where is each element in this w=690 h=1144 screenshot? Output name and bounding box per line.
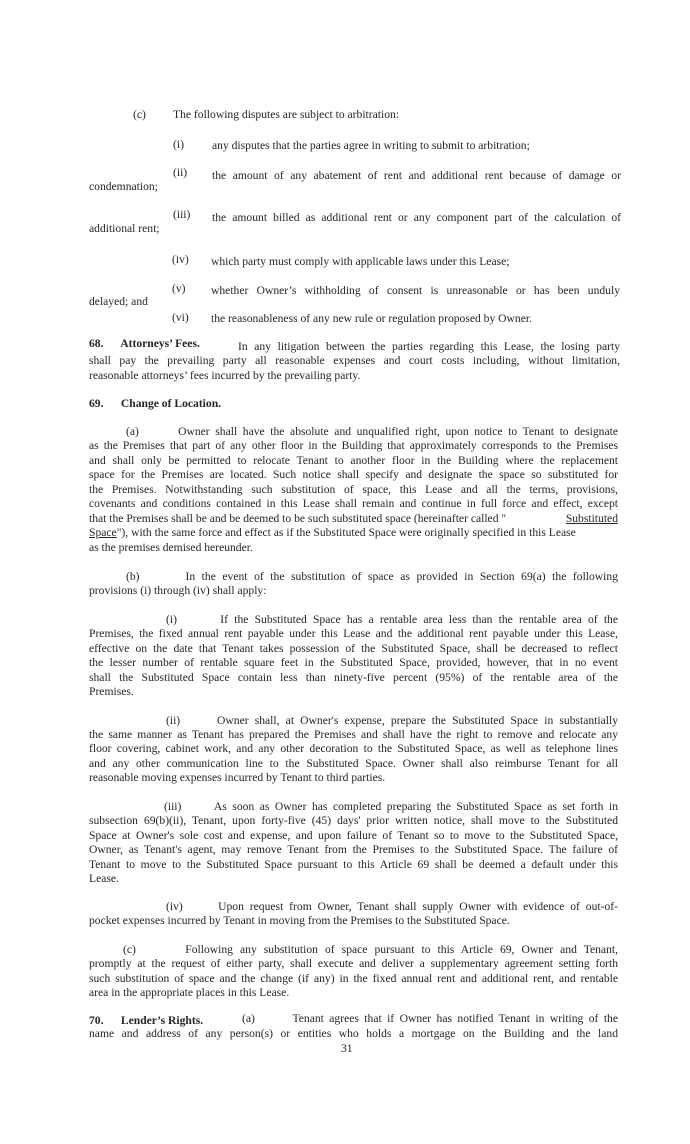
dispute-ii-text: the amount of any abatement of rent and additional rent because of damage or [212, 169, 621, 182]
dispute-iii-marker: (iii) [173, 208, 191, 221]
dispute-v-marker: (v) [172, 282, 186, 295]
s69biv-line-2: pocket expenses incurred by Tenant in moving from the Premises to the Substituted Space. [89, 914, 510, 927]
dispute-vi-text: the reasonableness of any new rule or regulation proposed by Owner. [211, 312, 532, 325]
section-68-line-1: In any litigation between the parties regarding this Lease, the losing party [238, 340, 620, 353]
s69c-line-2: promptly at the request of either party, shall execute and deliver a supplementary agreement setting forth [89, 957, 618, 970]
section-69-heading: 69. Change of Location. [89, 397, 222, 410]
dispute-ii-marker: (ii) [173, 166, 188, 179]
s69c-line-4: area in the appropriate places in this Lease. [89, 986, 290, 999]
substituted-space-term-1: Substituted [565, 512, 618, 525]
s69biii-line-5: Tenant to move to the Substituted Space pursuant to this Article 69 shall be deemed a default under this [89, 858, 618, 871]
s69a-line-7 [89, 512, 618, 526]
s69b-line-1: (b) In the event of the substitution of space as provided in Section 69(a) the following [126, 570, 618, 583]
dispute-iv-text: which party must comply with applicable laws under this Lease; [211, 255, 510, 268]
s69a-line-3: and shall only be permitted to relocate Tenant to another floor in the Building where the replacement [89, 454, 618, 467]
dispute-iii-text: the amount billed as additional rent or any component part of the calculation of [212, 211, 621, 224]
section-70-line-1: (a) Tenant agrees that if Owner has notified Tenant in writing of the [242, 1012, 618, 1025]
s69bi-line-6: Premises. [89, 685, 134, 698]
s69a-line-8 [89, 526, 576, 540]
dispute-iii-cont: additional rent; [89, 222, 160, 235]
s69bii-line-4: and any other communication line to the Substituted Space. Owner shall also reimburse Tenant for all [89, 757, 618, 770]
s69biii-line-2: subsection 69(b)(ii), Tenant, upon forty-five (45) days' prior written notice, shall move to the Substituted [89, 814, 618, 827]
s69a-line-7-text: that the Premises shall be and be deemed to be such substituted space (hereinafter called " [89, 512, 507, 525]
dispute-i-text: any disputes that the parties agree in writing to submit to arbitration; [212, 139, 530, 152]
s69a-line-1: (a) Owner shall have the absolute and unqualified right, upon notice to Tenant to designate [126, 425, 618, 438]
s69bii-line-5: reasonable moving expenses incurred by Tenant to third parties. [89, 771, 386, 784]
section-68-line-3: reasonable attorneys’ fees incurred by the prevailing party. [89, 369, 361, 382]
s69bii-line-3: floor covering, cabinet work, and any other decoration to the Substituted Space, as well as telephone lines [89, 742, 618, 755]
s69a-line-6: covenants and conditions contained in this Lease shall remain and continue in full force and effect, except [89, 497, 618, 510]
dispute-v-cont: delayed; and [89, 295, 148, 308]
s69bii-line-2: the same manner as Tenant has prepared the Premises and shall have the right to remove and relocate any [89, 728, 618, 741]
s69biii-line-6: Lease. [89, 872, 119, 885]
clause-c-text: The following disputes are subject to arbitration: [173, 108, 400, 121]
s69a-line-5: the Premises. Notwithstanding such substitution of space, this Lease and all the terms, provisions, [89, 483, 618, 496]
s69b-line-2: provisions (i) through (iv) shall apply: [89, 584, 267, 597]
page-number: 31 [341, 1042, 353, 1055]
dispute-i-marker: (i) [173, 138, 184, 151]
s69c-line-3: such substitution of space and the change (if any) in the fixed annual rent and additional rent, and rentable [89, 972, 618, 985]
s69bi-line-3: effective on the date that Tenant takes possession of the Substituted Space, shall be decreased to reflect [89, 642, 618, 655]
dispute-v-text: whether Owner’s withholding of consent is unreasonable or has been unduly [211, 284, 620, 297]
s69biii-line-3: Space at Owner's sole cost and expense, and upon failure of Tenant so to move to the Substituted Space, [89, 829, 618, 842]
section-70-line-2: name and address of any person(s) or entities who holds a mortgage on the Building and the land [89, 1027, 618, 1040]
s69biii-line-4: Owner, as Tenant's agent, may remove Tenant from the Premises to the Substituted Space. The failure of [89, 843, 618, 856]
s69a-line-4: space for the Premises are located. Such notice shall specify and designate the space so substituted for [89, 468, 618, 481]
s69bi-line-5: shall the Substituted Space contain less than ninety-five percent (95%) of the rentable area of the [89, 671, 618, 684]
s69a-line-2: as the Premises that part of any other floor in the Building that approximately corresponds to the Premises [89, 439, 618, 452]
s69bi-line-1: (i) If the Substituted Space has a rentable area less than the rentable area of the [166, 613, 618, 626]
clause-c-marker: (c) [133, 108, 146, 121]
s69a-line-9: as the premises demised hereunder. [89, 541, 253, 554]
section-70-heading: 70. Lender’s Rights. [89, 1014, 204, 1027]
section-68-line-2: shall pay the prevailing party all reasonable expenses and court costs including, without limitation, [89, 354, 620, 367]
s69bi-line-2: Premises, the fixed annual rent payable under this Lease and the additional rent payable under this Lease, [89, 627, 618, 640]
section-68-heading: 68. Attorneys’ Fees. [89, 337, 200, 350]
dispute-vi-marker: (vi) [172, 311, 189, 324]
dispute-iv-marker: (iv) [172, 253, 189, 266]
dispute-ii-cont: condemnation; [89, 180, 158, 193]
substituted-space-term-2: Space [89, 526, 117, 539]
s69a-line-8-text: "), with the same force and effect as if the Substituted Space were originally specified in this Lease [116, 526, 576, 539]
s69bii-line-1: (ii) Owner shall, at Owner's expense, prepare the Substituted Space in substantially [166, 714, 618, 727]
s69c-line-1: (c) Following any substitution of space pursuant to this Article 69, Owner and Tenant, [123, 943, 618, 956]
s69bi-line-4: the lesser number of rentable square feet in the Substituted Space, provided, however, that in no event [89, 656, 618, 669]
s69biii-line-1: (iii) As soon as Owner has completed preparing the Substituted Space as set forth in [164, 800, 618, 813]
s69biv-line-1: (iv) Upon request from Owner, Tenant shall supply Owner with evidence of out-of- [166, 900, 618, 913]
